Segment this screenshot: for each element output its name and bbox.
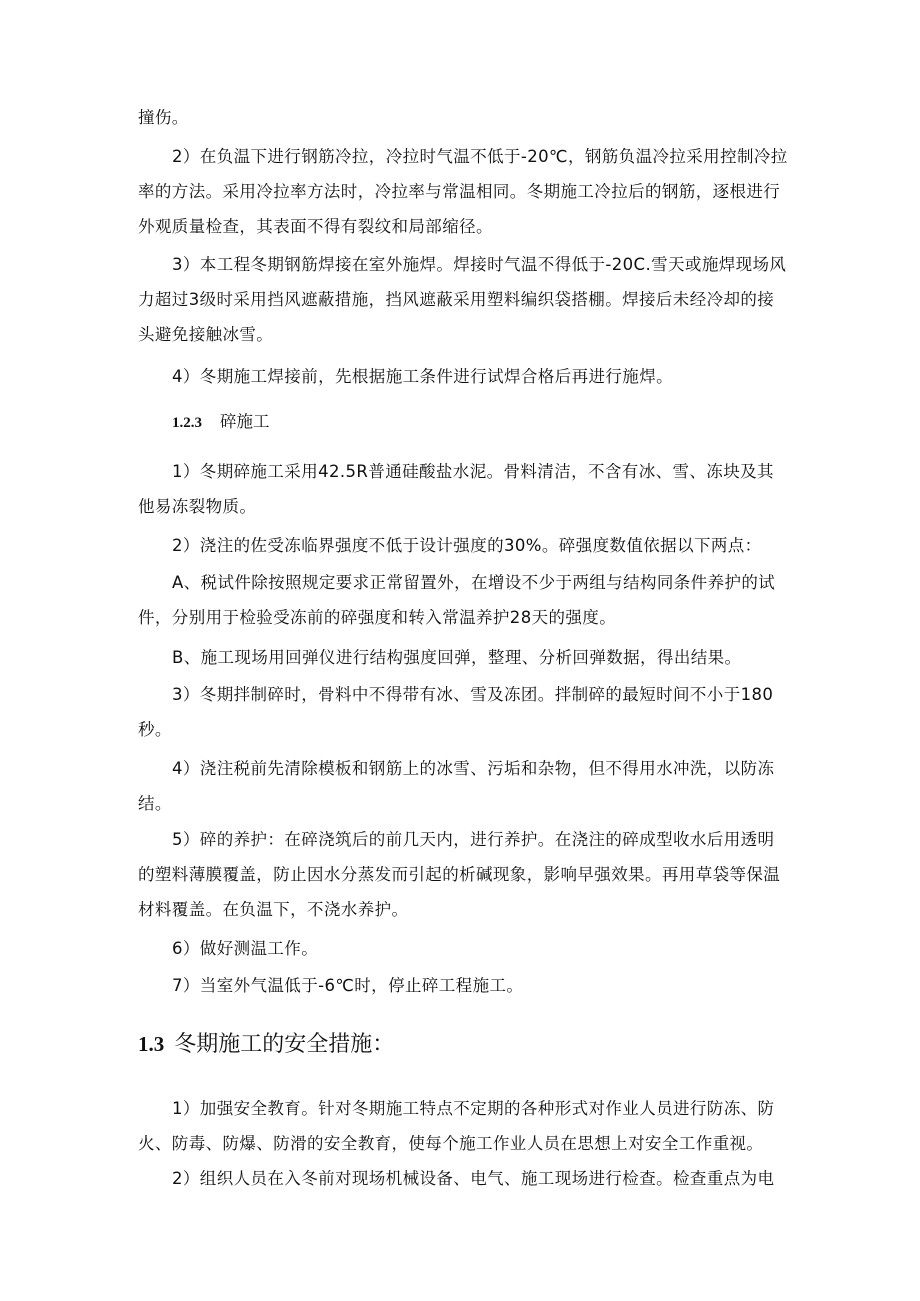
- paragraph-pouring: 4）浇注税前先清除模板和钢筋上的冰雪、污垢和杂物，但不得用水冲洗，以防冻结。: [138, 759, 775, 813]
- subsection-number: 1.2.3: [172, 415, 202, 431]
- paragraph-cement: 1）冬期碎施工采用42.5R普通硅酸盐水泥。骨料清洁，不含有冰、雪、冻块及其他易冻裂物质。: [138, 462, 774, 516]
- section-number: 1.3: [138, 1032, 165, 1056]
- subsection-heading: [172, 407, 270, 438]
- paragraph-inspection: 2）组织人员在入冬前对现场机械设备、电气、施工现场进行检查。检查重点为电: [172, 1169, 775, 1188]
- paragraph-curing: 5）碎的养护：在碎浇筑后的前几天内，进行养护。在浇注的碎成型收水后用透明的塑料薄膜覆盖，防止因水分蒸发而引起的析碱现象，影响早强效果。再用草袋等保温材料覆盖。在负温下，不浇水养护。: [138, 830, 781, 919]
- paragraph-frost-strength: 2）浇注的佐受冻临界强度不低于设计强度的30%。碎强度数值依据以下两点：: [172, 536, 762, 555]
- paragraph-safety-education: 1）加强安全教育。针对冬期施工特点不定期的各种形式对作业人员进行防冻、防火、防毒、防爆、防滑的安全教育，使每个施工作业人员在思想上对安全工作重视。: [138, 1099, 775, 1153]
- paragraph-trial-welding: 4）冬期施工焊接前，先根据施工条件进行试焊合格后再进行施焊。: [172, 367, 673, 386]
- section-title: 冬期施工的安全措施：: [174, 1032, 395, 1057]
- paragraph-fragment: 撞伤。: [138, 108, 189, 127]
- paragraph-mixing: 3）冬期拌制碎时，骨料中不得带有冰、雪及冻团。拌制碎的最短时间不小于180秒。: [138, 685, 774, 739]
- subsection-title: 碎施工: [220, 412, 270, 431]
- paragraph-test-specimens: A、税试件除按照规定要求正常留置外，在增设不少于两组与结构同条件养护的试件，分别用于检验受冻前的碎强度和转入常温养护28天的强度。: [138, 573, 776, 627]
- paragraph-rebound-test: B、施工现场用回弹仪进行结构强度回弹，整理、分析回弹数据，得出结果。: [172, 648, 742, 667]
- paragraph-temperature: 6）做好测温工作。: [172, 939, 319, 958]
- section-heading: [138, 1027, 394, 1062]
- paragraph-stop-work: 7）当室外气温低于-6℃时，停止碎工程施工。: [172, 976, 524, 995]
- paragraph-rebar-welding: 3）本工程冬期钢筋焊接在室外施焊。焊接时气温不得低于-20C.雪天或施焊现场风力超过3级时采用挡风遮蔽措施，挡风遮蔽采用塑料编织袋搭棚。焊接后未经冷却的接头避免接触冰雪。: [138, 255, 787, 344]
- paragraph-rebar-cold-drawing: 2）在负温下进行钢筋冷拉，冷拉时气温不低于-20℃，钢筋负温冷拉采用控制冷拉率的方法。采用冷拉率方法时，冷拉率与常温相同。冬期施工冷拉后的钢筋，逐根进行外观质量检查，其表面不得有裂纹和局部缩径。: [138, 147, 788, 236]
